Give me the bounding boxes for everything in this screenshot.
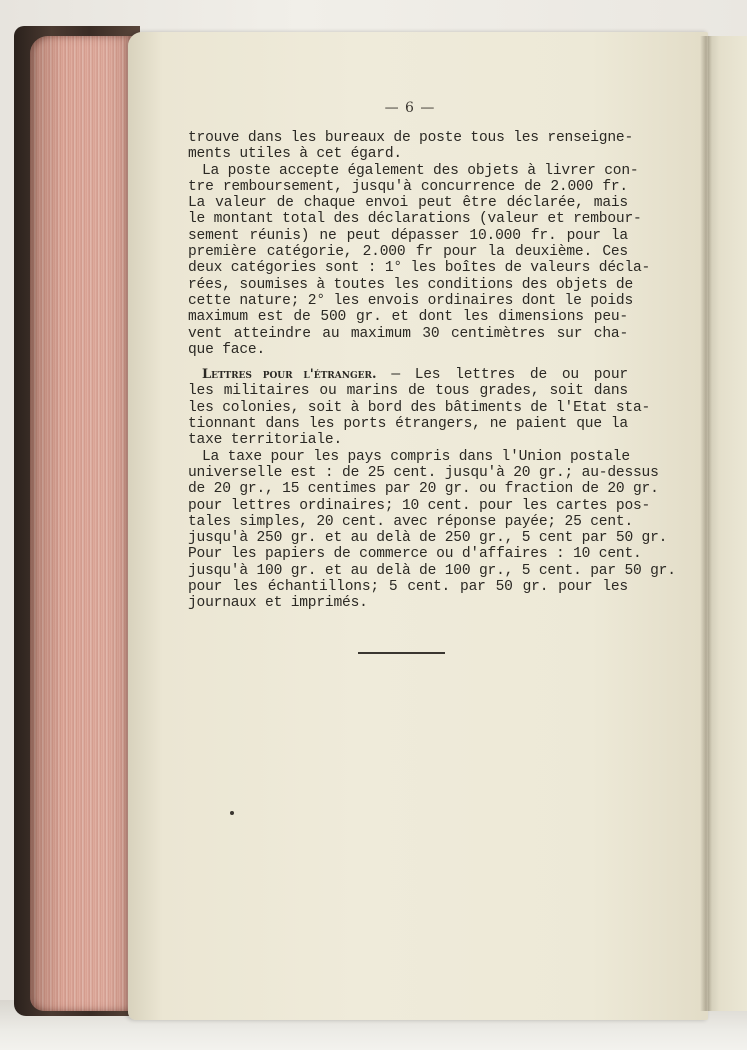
text-line: jusqu'à 100 gr. et au delà de 100 gr., 5 cent. par 50 gr. [188, 562, 676, 579]
paragraph-2 [188, 162, 651, 359]
text-line: les militaires ou marins de tous grades, soit dans [188, 383, 628, 400]
text-line: La taxe pour les pays compris dans l'Union postale [202, 448, 630, 465]
text-line: de 20 gr., 15 centimes par 20 gr. ou fraction de 20 gr. [188, 481, 659, 498]
text-line: deux catégories sont : 1° les boîtes de valeurs décla- [188, 260, 651, 277]
text-line: que face. [188, 341, 266, 358]
paragraph-gap [188, 358, 628, 367]
text-line: jusqu'à 250 gr. et au delà de 250 gr., 5 cent par 50 gr. [188, 530, 668, 547]
text-line-heading [188, 367, 628, 383]
text-line: La valeur de chaque envoi peut être déclarée, mais [188, 195, 628, 212]
paragraph-3 [188, 367, 651, 449]
heading-rest: — Les lettres de ou pour [376, 367, 628, 384]
text-line: pour les échantillons; 5 cent. par 50 gr. pour les [188, 579, 628, 596]
text-line: le montant total des déclarations (valeur et rembour- [188, 211, 642, 228]
text-line: tales simples, 20 cent. avec réponse payée; 25 cent. [188, 513, 633, 530]
gutter-shadow [700, 36, 712, 1011]
section-rule [358, 652, 445, 654]
text-line: première catégorie, 2.000 fr pour la deuxième. Ces [188, 244, 628, 261]
facing-page [708, 36, 747, 1011]
text-line: pour lettres ordinaires; 10 cent. pour les cartes pos- [188, 497, 651, 514]
text-line: maximum est de 500 gr. et dont les dimensions peu- [188, 309, 628, 326]
paragraph-1 [188, 130, 633, 163]
text-line: universelle est : de 25 cent. jusqu'à 20 gr.; au-dessus [188, 464, 659, 481]
text-line: sement réunis) ne peut dépasser 10.000 fr. pour la [188, 227, 628, 244]
text-line: les colonies, soit à bord des bâtiments de l'Etat sta- [188, 399, 651, 416]
text-line: taxe territoriale. [188, 432, 343, 449]
text-line: rées, soumises à toutes les conditions des objets de [188, 276, 633, 293]
text-line: cette nature; 2° les envois ordinaires dont le poids [188, 292, 633, 309]
page-number: — 6 — [384, 100, 436, 116]
page-edges-shade [30, 36, 140, 1011]
text-line: La poste accepte également des objets à livrer con- [202, 162, 639, 179]
text-line: trouve dans les bureaux de poste tous les renseigne- [188, 130, 633, 146]
text-line: Pour les papiers de commerce ou d'affaires : 10 cent. [188, 546, 642, 563]
paragraph-4 [188, 448, 676, 612]
section-heading: Lettres pour l'étranger. [202, 367, 377, 383]
ink-speck [230, 811, 234, 815]
text-line: journaux et imprimés. [188, 595, 368, 612]
text-line: ments utiles à cet égard. [188, 146, 402, 163]
text-line: tre remboursement, jusqu'à concurrence de 2.000 fr. [188, 178, 628, 195]
page-body [188, 130, 676, 612]
text-line: vent atteindre au maximum 30 centimètres sur cha- [188, 325, 628, 342]
text-line: tionnant dans les ports étrangers, ne paient que la [188, 416, 628, 433]
